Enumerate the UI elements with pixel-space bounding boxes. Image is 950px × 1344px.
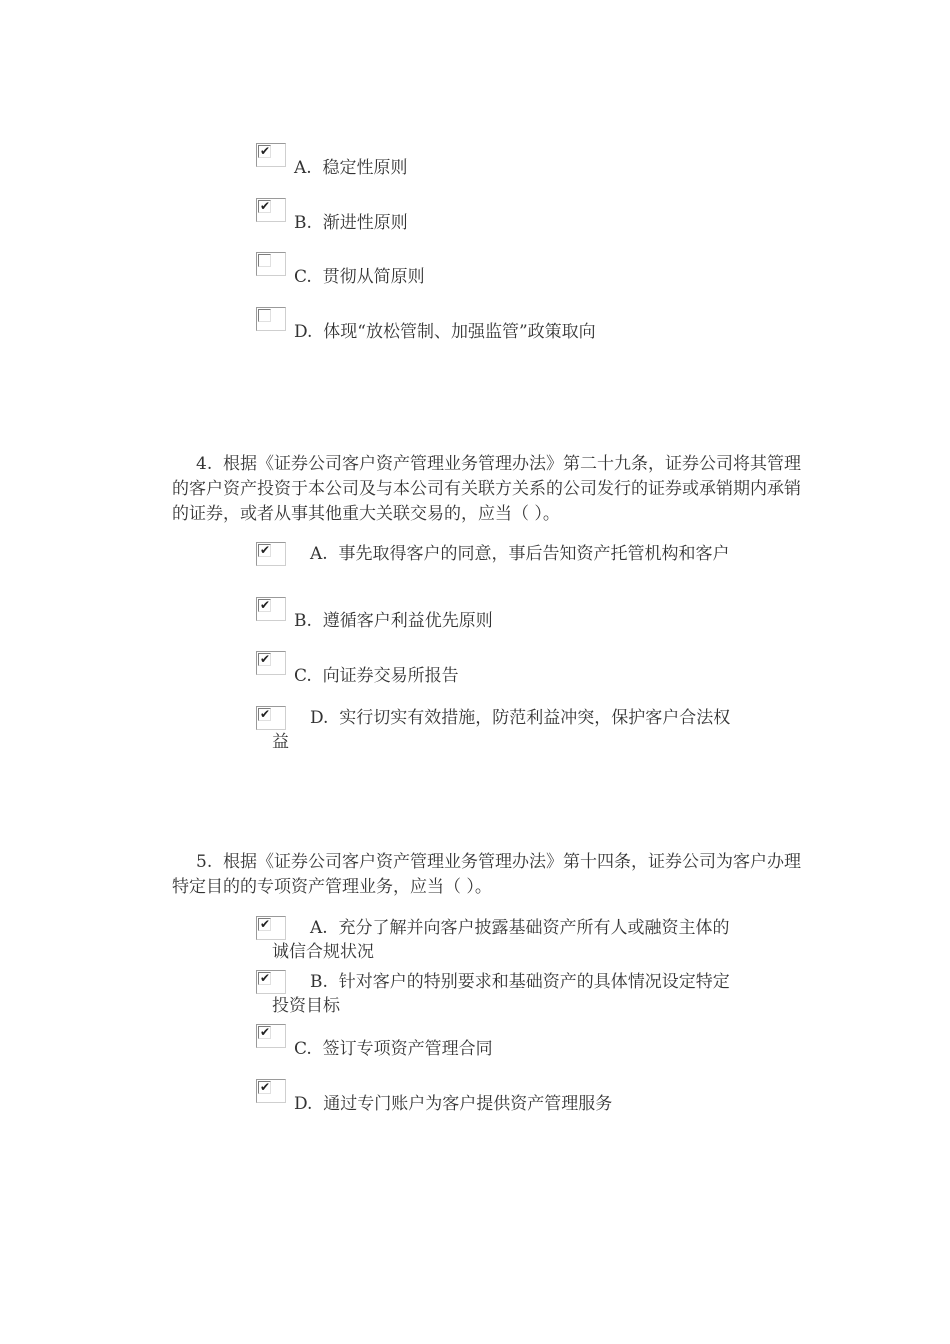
q4-option-c-text: C. 向证券交易所报告 bbox=[294, 666, 459, 686]
q3-option-d-text: D. 体现“放松管制、加强监管”政策取向 bbox=[294, 322, 596, 342]
q5-option-d bbox=[256, 1079, 756, 1119]
q3-option-b bbox=[256, 198, 756, 238]
check-icon: ✔ bbox=[260, 199, 271, 213]
q5-option-b bbox=[256, 970, 756, 1020]
q3-option-c-checkbox[interactable] bbox=[256, 252, 286, 276]
q5-question bbox=[172, 850, 802, 900]
q3-option-b-checkbox[interactable] bbox=[256, 198, 286, 222]
q3-option-d-checkbox[interactable] bbox=[256, 307, 286, 331]
q4-option-a bbox=[256, 542, 756, 592]
q4-option-b bbox=[256, 597, 756, 637]
q4-option-b-text: B. 遵循客户利益优先原则 bbox=[294, 611, 493, 631]
q4-option-a-text: A. 事先取得客户的同意，事后告知资产托管机构和客户 bbox=[310, 544, 730, 564]
check-icon: ✔ bbox=[260, 144, 271, 158]
q3-option-b-text: B. 渐进性原则 bbox=[294, 213, 408, 233]
q4-option-c-checkbox[interactable] bbox=[256, 651, 286, 675]
q3-option-a bbox=[256, 143, 756, 183]
q5-number: 5. bbox=[196, 852, 213, 872]
check-icon: ✔ bbox=[260, 1080, 271, 1094]
check-icon: ✔ bbox=[260, 598, 271, 612]
q5-option-d-checkbox[interactable] bbox=[256, 1079, 286, 1103]
check-icon: ✔ bbox=[260, 1025, 271, 1039]
check-icon: ✔ bbox=[260, 652, 271, 666]
q5-option-c bbox=[256, 1024, 756, 1064]
q4-option-d-text: D. 实行切实有效措施，防范利益冲突，保护客户合法权益 bbox=[272, 708, 731, 752]
q3-option-c-text: C. 贯彻从简原则 bbox=[294, 267, 425, 287]
q5-option-c-checkbox[interactable] bbox=[256, 1024, 286, 1048]
q4-option-b-checkbox[interactable] bbox=[256, 597, 286, 621]
q4-number: 4. bbox=[196, 454, 213, 474]
q5-option-d-text: D. 通过专门账户为客户提供资产管理服务 bbox=[294, 1094, 613, 1114]
check-icon: ✔ bbox=[260, 971, 271, 985]
q5-option-c-text: C. 签订专项资产管理合同 bbox=[294, 1039, 493, 1059]
q5-option-a bbox=[256, 916, 756, 966]
check-icon: ✔ bbox=[260, 707, 271, 721]
q5-option-b-text: B. 针对客户的特别要求和基础资产的具体情况设定特定投资目标 bbox=[272, 972, 730, 1016]
q3-option-d bbox=[256, 307, 756, 347]
q3-option-a-checkbox[interactable] bbox=[256, 143, 286, 167]
check-icon: ✔ bbox=[260, 917, 271, 931]
check-icon: ✔ bbox=[260, 543, 271, 557]
q4-option-c bbox=[256, 651, 756, 691]
q5-text: 根据《证券公司客户资产管理业务管理办法》第十四条，证券公司为客户办理特定目的的专项资产管理业务，应当（ ）。 bbox=[172, 852, 802, 897]
q4-question bbox=[172, 452, 802, 527]
q4-text: 根据《证券公司客户资产管理业务管理办法》第二十九条，证券公司将其管理的客户资产投资于本公司及与本公司有关联方关系的公司发行的证券或承销期内承销的证券，或者从事其他重大关联交易的，应当（ ）。 bbox=[172, 454, 802, 524]
q3-option-a-text: A. 稳定性原则 bbox=[294, 158, 408, 178]
q5-option-a-text: A. 充分了解并向客户披露基础资产所有人或融资主体的诚信合规状况 bbox=[272, 918, 730, 962]
q3-option-c bbox=[256, 252, 756, 292]
q4-option-d bbox=[256, 706, 756, 756]
